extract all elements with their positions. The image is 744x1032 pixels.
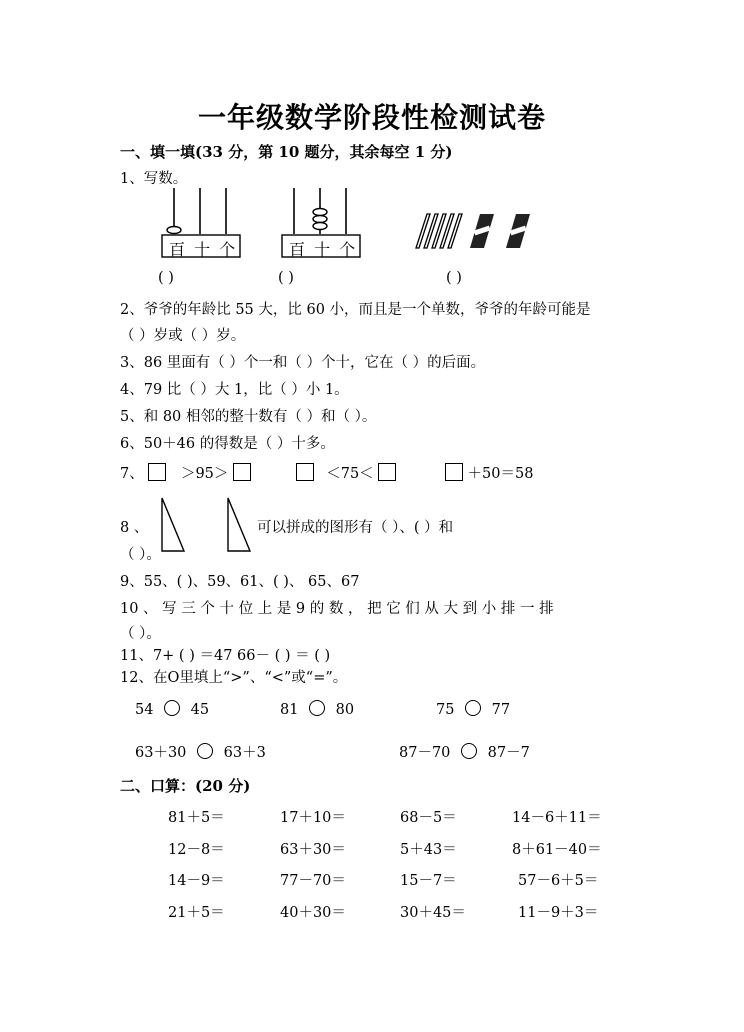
question-4: 4、79 比（ ）大 1，比（ ）小 1。 [120,382,349,398]
calc-cell: 77－70＝ [280,873,346,889]
question-9: 9、55、( )、59、61、( )、 65、67 [120,574,360,590]
question-8-line-2: （ ）。 [120,547,161,563]
calc-cell: 57－6＋5＝ [518,873,599,889]
calc-cell: 12－8＝ [168,842,225,858]
question-1: 1、写数。 [120,171,188,187]
compare-right: 45 [190,702,210,718]
q7-box-4[interactable] [378,463,396,481]
compare-left: 87－70 [399,745,451,761]
question-7 [120,462,533,483]
compare-right: 63＋3 [223,745,266,761]
abacus-1-label: 百 十 个 [169,240,238,259]
calc-cell: 15－7＝ [400,873,457,889]
calc-cell: 8＋61－40＝ [512,842,602,858]
compare-item [399,741,530,762]
question-10-line-2: （ ）。 [120,626,161,642]
question-12: 12、在O里填上“>”、“<”或“=”。 [120,670,348,686]
q1-answer-2[interactable]: ( ) [278,270,294,286]
compare-circle[interactable] [465,700,481,716]
calc-cell: 5＋43＝ [400,842,457,858]
calc-cell: 11－9＋3＝ [518,905,599,921]
question-5: 5、和 80 相邻的整十数有（ ）和（ ）。 [120,409,377,425]
compare-right: 77 [491,702,511,718]
compare-left: 81 [280,702,299,718]
q1-answer-3[interactable]: ( ) [446,270,462,286]
triangle-1-icon [158,496,188,554]
calc-cell: 63＋30＝ [280,842,346,858]
calc-cell: 68－5＝ [400,810,457,826]
triangle-2-icon [224,496,254,554]
compare-right: 80 [335,702,355,718]
q7-text-a: ＞95＞ [180,466,229,482]
compare-left: 75 [436,702,455,718]
question-11: 11、7+ ( ) ＝47 66－ ( ) ＝ ( ) [120,648,331,664]
compare-circle[interactable] [164,700,180,716]
compare-item [135,741,266,762]
calc-cell: 14－9＝ [168,873,225,889]
calc-cell: 81＋5＝ [168,810,225,826]
question-10-line-1: 10 、 写 三 个 十 位 上 是 9 的 数 ， 把 它 们 从 大 到 小 排 一 排 [120,601,554,617]
abacus-2-label: 百 十 个 [289,240,358,259]
section-1-heading: 一、填一填(33 分，第 10 题分，其余每空 1 分) [120,143,453,161]
question-6: 6、50＋46 的得数是（ ）十多。 [120,436,335,452]
compare-left: 63＋30 [135,745,187,761]
compare-circle[interactable] [461,743,477,759]
question-8-prefix: 8 、 [120,520,149,536]
q7-prefix: 7、 [120,466,144,482]
q7-box-3[interactable] [296,463,314,481]
compare-circle[interactable] [197,743,213,759]
calc-cell: 30＋45＝ [400,905,466,921]
page-title: 一年级数学阶段性检测试卷 [197,101,546,134]
compare-item [135,700,209,718]
question-3: 3、86 里面有（ ）个一和（ ）个十，它在（ ）的后面。 [120,355,486,371]
compare-circle[interactable] [309,700,325,716]
q7-box-5[interactable] [445,463,463,481]
calc-cell: 17＋10＝ [280,810,346,826]
compare-item [280,700,354,718]
q7-box-2[interactable] [233,463,251,481]
q7-text-c: ＋50＝58 [467,466,534,482]
counting-sticks-image [408,210,536,252]
compare-left: 54 [135,702,154,718]
compare-item [436,700,510,718]
question-2-line-2: （ ）岁或（ ）岁。 [120,328,246,344]
q7-box-1[interactable] [148,463,166,481]
compare-right: 87－7 [487,745,530,761]
q7-text-b: ＜75＜ [326,466,374,482]
calc-cell: 21＋5＝ [168,905,225,921]
calc-cell: 40＋30＝ [280,905,346,921]
question-2-line-1: 2、爷爷的年龄比 55 大，比 60 小，而且是一个单数，爷爷的年龄可能是 [120,302,591,318]
q1-answer-1[interactable]: ( ) [158,270,174,286]
question-8-text: 可以拼成的图形有（ ）、( ）和 [257,520,454,536]
calc-cell: 14－6＋11＝ [512,810,602,826]
section-2-heading: 二、口算：(20 分) [120,777,251,795]
